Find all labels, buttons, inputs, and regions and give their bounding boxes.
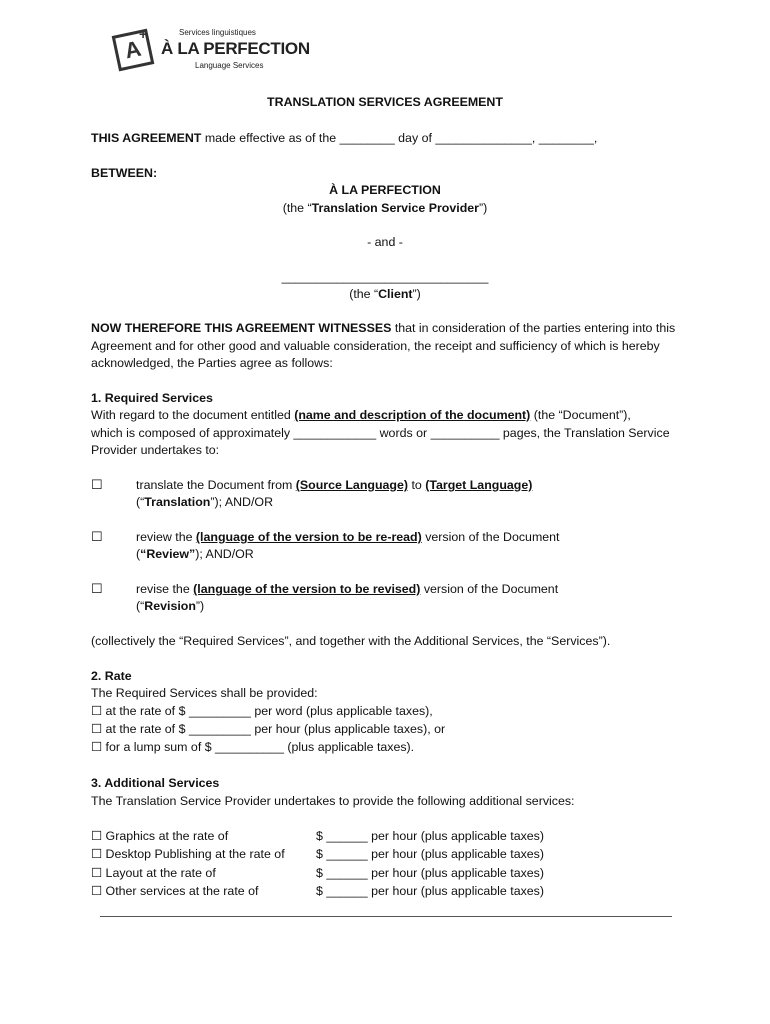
witnesses-line3: acknowledged, the Parties agree as follows: (91, 356, 333, 370)
party1-name: À LA PERFECTION (329, 183, 441, 197)
footer-divider (100, 916, 672, 917)
logo-badge: A (112, 29, 155, 72)
rate-per-word-option[interactable]: ☐ at the rate of $ _________ per word (plus applicable taxes), (91, 704, 433, 718)
logo-plus: + (139, 26, 148, 42)
section1-line2: which is composed of approximately ____________ words or __________ pages, the Translation Service (91, 426, 670, 440)
section2-intro: The Required Services shall be provided: (91, 686, 318, 700)
section2-heading: 2. Rate (91, 669, 132, 683)
and-separator: - and - (367, 235, 403, 249)
section3-heading: 3. Additional Services (91, 776, 220, 790)
company-logo (115, 24, 310, 74)
document-title: TRANSLATION SERVICES AGREEMENT (267, 95, 503, 109)
translation-option-line1: translate the Document from (Source Language) to (Target Language) (136, 478, 533, 492)
witnesses-line2: Agreement and for other good and valuable consideration, the receipt and sufficiency of which is hereby (91, 339, 660, 353)
review-option-line2: (“Review”); AND/OR (136, 547, 254, 561)
rate-per-hour-option[interactable]: ☐ at the rate of $ _________ per hour (plus applicable taxes), or (91, 722, 446, 736)
review-option-line1: review the (language of the version to be re-read) version of the Document (136, 530, 560, 544)
section3-intro: The Translation Service Provider undertakes to provide the following additional services: (91, 794, 575, 808)
desktop-publishing-option[interactable]: ☐ Desktop Publishing at the rate of (91, 847, 285, 861)
section1-line3: Provider undertakes to: (91, 443, 220, 457)
translation-checkbox[interactable]: ☐ (91, 477, 103, 492)
other-services-rate: $ ______ per hour (plus applicable taxes) (316, 884, 544, 898)
lump-sum-option[interactable]: ☐ for a lump sum of $ __________ (plus applicable taxes). (91, 740, 415, 754)
layout-rate: $ ______ per hour (plus applicable taxes) (316, 866, 544, 880)
revision-checkbox[interactable]: ☐ (91, 581, 103, 596)
revision-option-line1: revise the (language of the version to be revised) version of the Document (136, 582, 559, 596)
logo-name: À LA PERFECTION (161, 39, 310, 58)
revision-option-line2: (“Revision”) (136, 599, 205, 613)
witnesses-line1: NOW THEREFORE THIS AGREEMENT WITNESSES that in consideration of the parties entering into this (91, 321, 676, 335)
translation-option-line2: (“Translation”); AND/OR (136, 495, 274, 509)
graphics-rate: $ ______ per hour (plus applicable taxes) (316, 829, 544, 843)
party2-blank: ______________________________ (281, 270, 489, 284)
logo-bottom-text: Language Services (195, 61, 264, 70)
review-checkbox[interactable]: ☐ (91, 529, 103, 544)
collective-note: (collectively the “Required Services”, and together with the Additional Services, the “Services”). (91, 634, 611, 648)
desktop-publishing-rate: $ ______ per hour (plus applicable taxes) (316, 847, 544, 861)
party1-role: (the “Translation Service Provider”) (282, 201, 488, 215)
between-heading: BETWEEN: (91, 166, 158, 180)
other-services-option[interactable]: ☐ Other services at the rate of (91, 884, 259, 898)
section1-heading: 1. Required Services (91, 391, 213, 405)
section1-line1: With regard to the document entitled (name and description of the document) (the “Document”), (91, 408, 631, 422)
agreement-intro: THIS AGREEMENT made effective as of the ________ day of ______________, ________, (91, 131, 598, 145)
layout-option[interactable]: ☐ Layout at the rate of (91, 866, 216, 880)
party2-role: (the “Client”) (349, 287, 421, 301)
graphics-option[interactable]: ☐ Graphics at the rate of (91, 829, 229, 843)
logo-top-text: Services linguistiques (179, 28, 256, 37)
